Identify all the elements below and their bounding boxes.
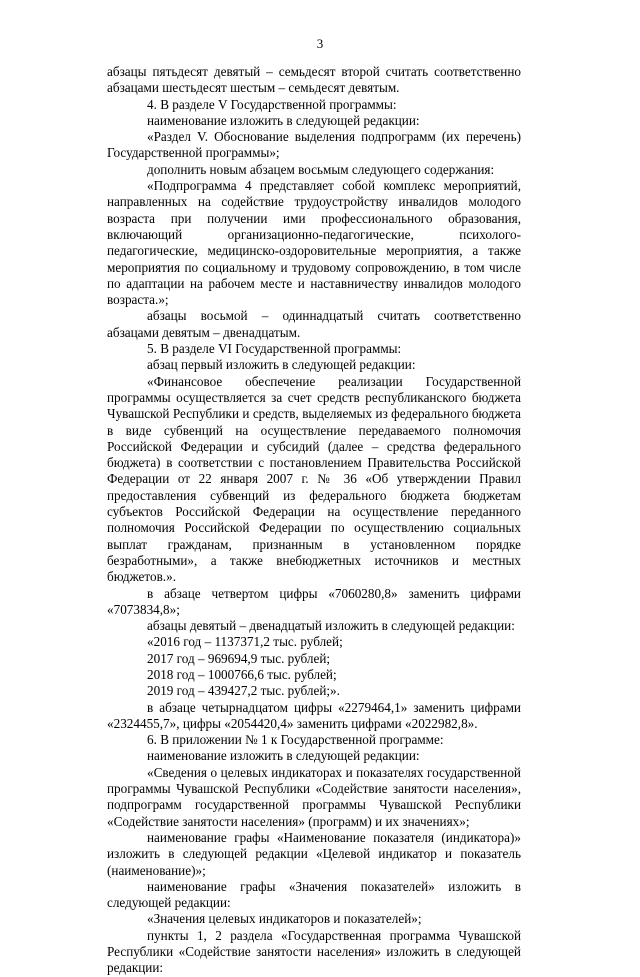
paragraph-17: в абзаце четырнадцатом цифры «2279464,1» заменить цифрами «2324455,7», цифры «2054420,4» заменить цифрами «2022982,8». bbox=[107, 699, 521, 731]
paragraph-1: абзацы пятьдесят девятый – семьдесят второй считать соответственно абзацами шестьдесят шестым – семьдесят девятым. bbox=[107, 64, 521, 96]
paragraph-2: 4. В разделе V Государственной программы: bbox=[147, 96, 397, 112]
paragraph-14: 2017 год – 969694,9 тыс. рублей; bbox=[147, 650, 331, 666]
paragraph-22: наименование графы «Значения показателей» изложить в следующей редакции: bbox=[107, 878, 521, 911]
paragraph-18: 6. В приложении № 1 к Государственной программе: bbox=[147, 732, 444, 748]
paragraph-19: наименование изложить в следующей редакции: bbox=[147, 748, 420, 764]
paragraph-4: «Раздел V. Обоснование выделения подпрограмм (их перечень) Государственной программы»; bbox=[107, 129, 521, 161]
paragraph-10: «Финансовое обеспечение реализации Государственной программы осуществляется за счет средств республиканского бюджета Чувашской Республики и средств, выделяемых из федерального бюджета в виде субвенций на осуществление передаваемого полномочия Российской Федерации и субсидий (далее – средства федерального бюджета) в соответствии с постановлением Правительства Российской Федерации от 22 января 2007 г. № 36 «Об утверждении Правил предоставления субвенций из федерального бюджета бюджетам субъектов Российской Федерации на осуществление переданного полномочия Российской Федерации по осуществлению социальных выплат гражданам, признанным в установленном порядке безработными», а также внебюджетных источников и местных бюджетов.». bbox=[107, 373, 521, 585]
paragraph-7: абзацы восьмой – одиннадцатый считать соответственно абзацами девятым – двенадцатым. bbox=[107, 308, 521, 340]
paragraph-24: пункты 1, 2 раздела «Государственная программа Чувашской Республики «Содействие занятости населения» изложить в следующей редакции: bbox=[107, 927, 521, 976]
page-number: 3 bbox=[316, 36, 324, 51]
paragraph-6: «Подпрограмма 4 представляет собой комплекс мероприятий, направленных на содействие трудоустройству инвалидов молодого возраста при получении ими профессионального образования, включающий организационно-педагогические, психолого-педагогические, медицинско-оздоровительные мероприятия, а также мероприятия по социальному и трудовому сопровождению, в том числе по адаптации на рабочем месте и наставничеству инвалидов молодого возраста.»; bbox=[107, 178, 521, 308]
paragraph-21: наименование графы «Наименование показателя (индикатора)» изложить в следующей редакции «Целевой индикатор и показатель (наименование)»; bbox=[107, 829, 521, 878]
paragraph-20: «Сведения о целевых индикаторах и показателях государственной программы Чувашской Республики «Содействие занятости населения», подпрограмм государственной программы Чувашской Республики «Содействие занятости населения» (программ) и их значениях»; bbox=[107, 764, 521, 829]
paragraph-11: в абзаце четвертом цифры «7060280,8» заменить цифрами «7073834,8»; bbox=[107, 585, 521, 617]
paragraph-5: дополнить новым абзацем восьмым следующего содержания: bbox=[147, 161, 495, 177]
paragraph-8: 5. В разделе VI Государственной программы: bbox=[147, 341, 402, 357]
document-body bbox=[107, 64, 521, 977]
paragraph-15: 2018 год – 1000766,6 тыс. рублей; bbox=[147, 666, 337, 682]
paragraph-12: абзацы девятый – двенадцатый изложить в следующей редакции: bbox=[147, 618, 515, 634]
paragraph-9: абзац первый изложить в следующей редакции: bbox=[147, 357, 416, 373]
paragraph-3: наименование изложить в следующей редакции: bbox=[147, 112, 420, 128]
paragraph-16: 2019 год – 439427,2 тыс. рублей;». bbox=[147, 683, 340, 699]
paragraph-23: «Значения целевых индикаторов и показателей»; bbox=[147, 911, 422, 927]
paragraph-13: «2016 год – 1137371,2 тыс. рублей; bbox=[147, 634, 343, 650]
